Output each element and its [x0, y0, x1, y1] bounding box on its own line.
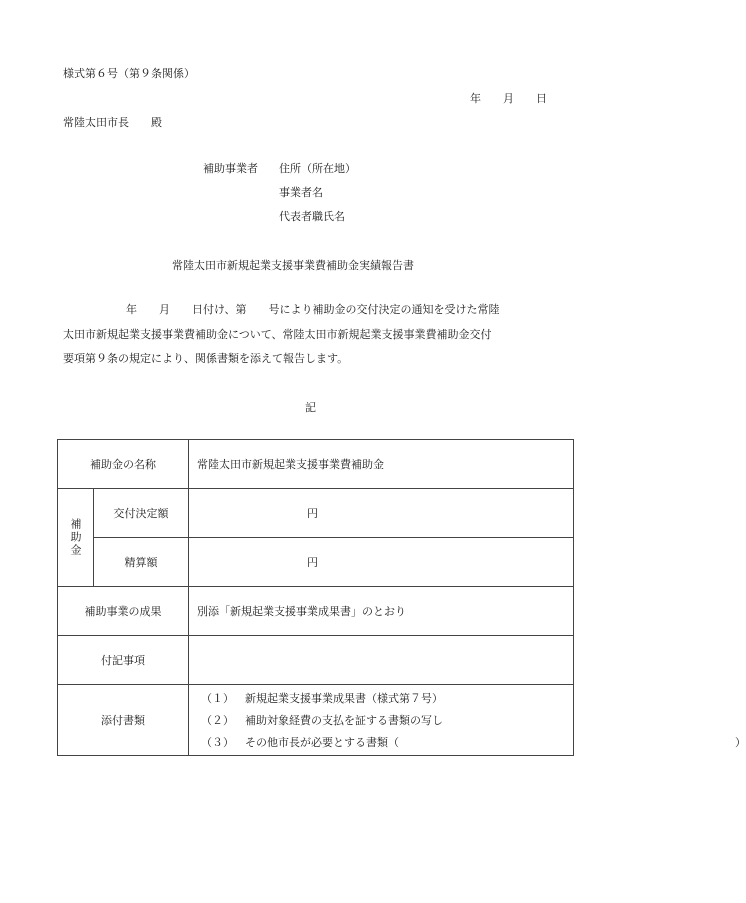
attachment-text: その他市長が必要とする書類（ — [245, 735, 399, 749]
body-line-3: 要項第９条の規定により、関係書類を添えて報告します。 — [63, 352, 349, 365]
applicant-role-label: 補助事業者 — [203, 162, 258, 175]
addressee: 常陸太田市長 殿 — [63, 116, 162, 129]
notes-label: 付記事項 — [58, 636, 189, 685]
notes-value — [189, 636, 574, 685]
attachment-close-paren: ） — [735, 735, 746, 749]
table-row — [58, 440, 574, 489]
results-label: 補助事業の成果 — [58, 587, 189, 636]
settled-amount-label: 精算額 — [94, 538, 189, 587]
ki-label: 記 — [305, 401, 316, 414]
subsidy-group-label: 補助金 — [69, 518, 82, 557]
representative-label: 代表者職氏名 — [279, 210, 345, 223]
address-label: 住所（所在地） — [279, 162, 356, 175]
business-name-label: 事業者名 — [279, 186, 323, 199]
attachment-number: （２） — [201, 713, 234, 727]
document-title: 常陸太田市新規起業支援事業費補助金実績報告書 — [172, 259, 414, 272]
table-row — [58, 636, 574, 685]
form-number: 様式第６号（第９条関係） — [63, 67, 195, 80]
list-item — [189, 731, 746, 753]
list-item — [189, 709, 573, 731]
attachment-text: 新規起業支援事業成果書（様式第７号） — [245, 691, 443, 705]
results-value: 別添「新規起業支援事業成果書」のとおり — [189, 587, 574, 636]
attachments-label: 添付書類 — [58, 685, 189, 756]
body-line-2: 太田市新規起業支援事業費補助金について、常陸太田市新規起業支援事業費補助金交付 — [63, 328, 492, 341]
table-row — [58, 685, 574, 756]
list-item — [189, 687, 573, 709]
table-row — [58, 489, 574, 538]
table-row — [58, 538, 574, 587]
settled-amount-unit: 円 — [189, 538, 574, 587]
decided-amount-label: 交付決定額 — [94, 489, 189, 538]
attachment-number: （１） — [201, 691, 234, 705]
attachments-cell — [189, 685, 746, 756]
body-line-1: 年 月 日付け、第 号により補助金の交付決定の通知を受けた常陸 — [126, 303, 500, 316]
subsidy-name-label: 補助金の名称 — [58, 440, 189, 489]
attachment-text: 補助対象経費の支払を証する書類の写し — [245, 713, 443, 727]
attachment-number: （３） — [201, 735, 234, 749]
subsidy-group-cell — [58, 489, 94, 587]
subsidy-name-value: 常陸太田市新規起業支援事業費補助金 — [189, 440, 574, 489]
report-table — [57, 439, 746, 756]
table-row — [58, 587, 574, 636]
decided-amount-unit: 円 — [189, 489, 574, 538]
date-line: 年 月 日 — [470, 92, 547, 105]
